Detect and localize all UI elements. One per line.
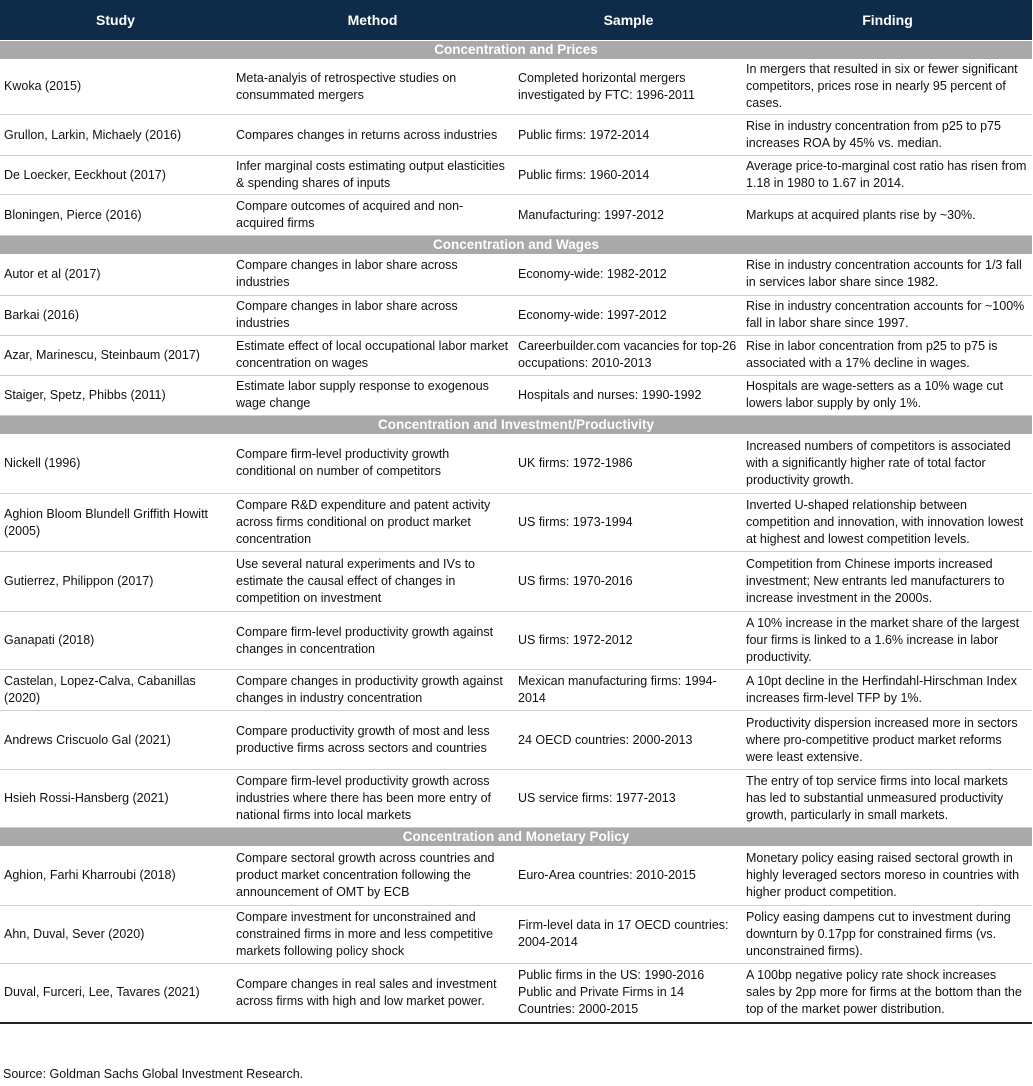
finding-cell: Rise in labor concentration from p25 to p75 is associated with a 17% decline in wages. <box>743 335 1032 375</box>
method-cell: Compare changes in productivity growth against changes in industry concentration <box>231 670 514 711</box>
sample-cell: Completed horizontal mergers investigated by FTC: 1996-2011 <box>514 59 743 115</box>
method-cell: Compare R&D expenditure and patent activity across firms conditional on product market concentration <box>231 494 514 552</box>
section-title: Concentration and Prices <box>0 41 1032 60</box>
table-row <box>0 156 1032 195</box>
table-row <box>0 846 1032 905</box>
study-cell: Aghion, Farhi Kharroubi (2018) <box>0 846 231 905</box>
sample-cell: Public firms: 1972-2014 <box>514 115 743 156</box>
finding-cell: Monetary policy easing raised sectoral growth in highly leveraged sectors moreso in countries with higher product competition. <box>743 846 1032 905</box>
study-cell: Nickell (1996) <box>0 434 231 494</box>
section-header <box>0 41 1032 60</box>
section-title: Concentration and Monetary Policy <box>0 828 1032 847</box>
finding-cell: Rise in industry concentration accounts for 1/3 fall in services labor share since 1982. <box>743 254 1032 295</box>
finding-cell: A 10pt decline in the Herfindahl-Hirschman Index increases firm-level TFP by 1%. <box>743 670 1032 711</box>
table-row <box>0 670 1032 711</box>
method-cell: Compare firm-level productivity growth against changes in concentration <box>231 612 514 670</box>
sample-cell: US firms: 1972-2012 <box>514 612 743 670</box>
sample-cell: UK firms: 1972-1986 <box>514 434 743 494</box>
finding-cell: Competition from Chinese imports increased investment; New entrants led manufacturers to increase investment in the 2000s. <box>743 552 1032 612</box>
method-cell: Use several natural experiments and IVs to estimate the causal effect of changes in competition on investment <box>231 552 514 612</box>
finding-cell: A 10% increase in the market share of the largest four firms is linked to a 1.6% increase in labor productivity. <box>743 612 1032 670</box>
study-cell: De Loecker, Eeckhout (2017) <box>0 156 231 195</box>
study-cell: Aghion Bloom Blundell Griffith Howitt (2005) <box>0 494 231 552</box>
study-cell: Ganapati (2018) <box>0 612 231 670</box>
study-cell: Kwoka (2015) <box>0 59 231 115</box>
study-cell: Autor et al (2017) <box>0 254 231 295</box>
finding-cell: Inverted U-shaped relationship between competition and innovation, with innovation lowest at highest and lowest competition levels. <box>743 494 1032 552</box>
study-cell: Duval, Furceri, Lee, Tavares (2021) <box>0 963 231 1023</box>
sample-cell: Manufacturing: 1997-2012 <box>514 195 743 236</box>
finding-cell: Increased numbers of competitors is associated with a significantly higher rate of total factor productivity growth. <box>743 434 1032 494</box>
sample-cell: US service firms: 1977-2013 <box>514 770 743 828</box>
sample-cell: Hospitals and nurses: 1990-1992 <box>514 375 743 415</box>
header-finding: Finding <box>743 0 1032 41</box>
study-cell: Hsieh Rossi-Hansberg (2021) <box>0 770 231 828</box>
sample-cell: Mexican manufacturing firms: 1994-2014 <box>514 670 743 711</box>
method-cell: Estimate effect of local occupational labor market concentration on wages <box>231 335 514 375</box>
sample-cell: Economy-wide: 1982-2012 <box>514 254 743 295</box>
finding-cell: The entry of top service firms into local markets has led to substantial unmeasured productivity growth, particularly in small markets. <box>743 770 1032 828</box>
method-cell: Compare sectoral growth across countries and product market concentration following the announcement of OMT by ECB <box>231 846 514 905</box>
table-row <box>0 295 1032 335</box>
section-title: Concentration and Wages <box>0 236 1032 255</box>
header-study: Study <box>0 0 231 41</box>
table-row <box>0 434 1032 494</box>
sample-cell: Public firms: 1960-2014 <box>514 156 743 195</box>
header-method: Method <box>231 0 514 41</box>
method-cell: Compares changes in returns across industries <box>231 115 514 156</box>
method-cell: Compare changes in labor share across industries <box>231 254 514 295</box>
table-row <box>0 494 1032 552</box>
finding-cell: A 100bp negative policy rate shock increases sales by 2pp more for firms at the bottom than the top of the market power distribution. <box>743 963 1032 1023</box>
table-row <box>0 905 1032 963</box>
sample-cell: Economy-wide: 1997-2012 <box>514 295 743 335</box>
table-row <box>0 711 1032 770</box>
section-header <box>0 236 1032 255</box>
sample-cell: US firms: 1973-1994 <box>514 494 743 552</box>
section-header <box>0 828 1032 847</box>
study-cell: Grullon, Larkin, Michaely (2016) <box>0 115 231 156</box>
method-cell: Compare outcomes of acquired and non-acquired firms <box>231 195 514 236</box>
method-cell: Meta-analyis of retrospective studies on consummated mergers <box>231 59 514 115</box>
header-sample: Sample <box>514 0 743 41</box>
study-cell: Bloningen, Pierce (2016) <box>0 195 231 236</box>
method-cell: Infer marginal costs estimating output elasticities & spending shares of inputs <box>231 156 514 195</box>
method-cell: Compare changes in labor share across industries <box>231 295 514 335</box>
header-row <box>0 0 1032 41</box>
sample-cell: US firms: 1970-2016 <box>514 552 743 612</box>
study-cell: Staiger, Spetz, Phibbs (2011) <box>0 375 231 415</box>
method-cell: Compare investment for unconstrained and constrained firms in more and less competitive markets following policy shock <box>231 905 514 963</box>
method-cell: Compare productivity growth of most and less productive firms across sectors and countries <box>231 711 514 770</box>
source-note: Source: Goldman Sachs Global Investment Research. <box>3 1067 304 1081</box>
method-cell: Estimate labor supply response to exogenous wage change <box>231 375 514 415</box>
table-row <box>0 254 1032 295</box>
study-cell: Ahn, Duval, Sever (2020) <box>0 905 231 963</box>
study-cell: Barkai (2016) <box>0 295 231 335</box>
finding-cell: Rise in industry concentration from p25 to p75 increases ROA by 45% vs. median. <box>743 115 1032 156</box>
sample-cell: Public firms in the US: 1990-2016 Public and Private Firms in 14 Countries: 2000-2015 <box>514 963 743 1023</box>
finding-cell: Hospitals are wage-setters as a 10% wage cut lowers labor supply by only 1%. <box>743 375 1032 415</box>
table-row <box>0 335 1032 375</box>
table-row <box>0 195 1032 236</box>
study-cell: Andrews Criscuolo Gal (2021) <box>0 711 231 770</box>
finding-cell: In mergers that resulted in six or fewer significant competitors, prices rose in nearly 95 percent of cases. <box>743 59 1032 115</box>
sample-cell: 24 OECD countries: 2000-2013 <box>514 711 743 770</box>
method-cell: Compare firm-level productivity growth conditional on number of competitors <box>231 434 514 494</box>
table-row <box>0 963 1032 1023</box>
finding-cell: Policy easing dampens cut to investment during downturn by 0.17pp for constrained firms (vs. unconstrained firms). <box>743 905 1032 963</box>
study-cell: Azar, Marinescu, Steinbaum (2017) <box>0 335 231 375</box>
table-row <box>0 59 1032 115</box>
sample-cell: Firm-level data in 17 OECD countries: 2004-2014 <box>514 905 743 963</box>
finding-cell: Markups at acquired plants rise by ~30%. <box>743 195 1032 236</box>
study-cell: Gutierrez, Philippon (2017) <box>0 552 231 612</box>
table-row <box>0 612 1032 670</box>
table-row <box>0 115 1032 156</box>
method-cell: Compare changes in real sales and investment across firms with high and low market power. <box>231 963 514 1023</box>
table-body <box>0 41 1032 1024</box>
table-row <box>0 770 1032 828</box>
finding-cell: Rise in industry concentration accounts for ~100% fall in labor share since 1997. <box>743 295 1032 335</box>
section-header <box>0 415 1032 434</box>
finding-cell: Productivity dispersion increased more in sectors where pro-competitive product market reforms were least extensive. <box>743 711 1032 770</box>
study-cell: Castelan, Lopez-Calva, Cabanillas (2020) <box>0 670 231 711</box>
sample-cell: Euro-Area countries: 2010-2015 <box>514 846 743 905</box>
table-row <box>0 375 1032 415</box>
table-row <box>0 552 1032 612</box>
method-cell: Compare firm-level productivity growth across industries where there has been more entry of national firms into local markets <box>231 770 514 828</box>
sample-cell: Careerbuilder.com vacancies for top-26 occupations: 2010-2013 <box>514 335 743 375</box>
finding-cell: Average price-to-marginal cost ratio has risen from 1.18 in 1980 to 1.67 in 2014. <box>743 156 1032 195</box>
section-title: Concentration and Investment/Productivity <box>0 415 1032 434</box>
